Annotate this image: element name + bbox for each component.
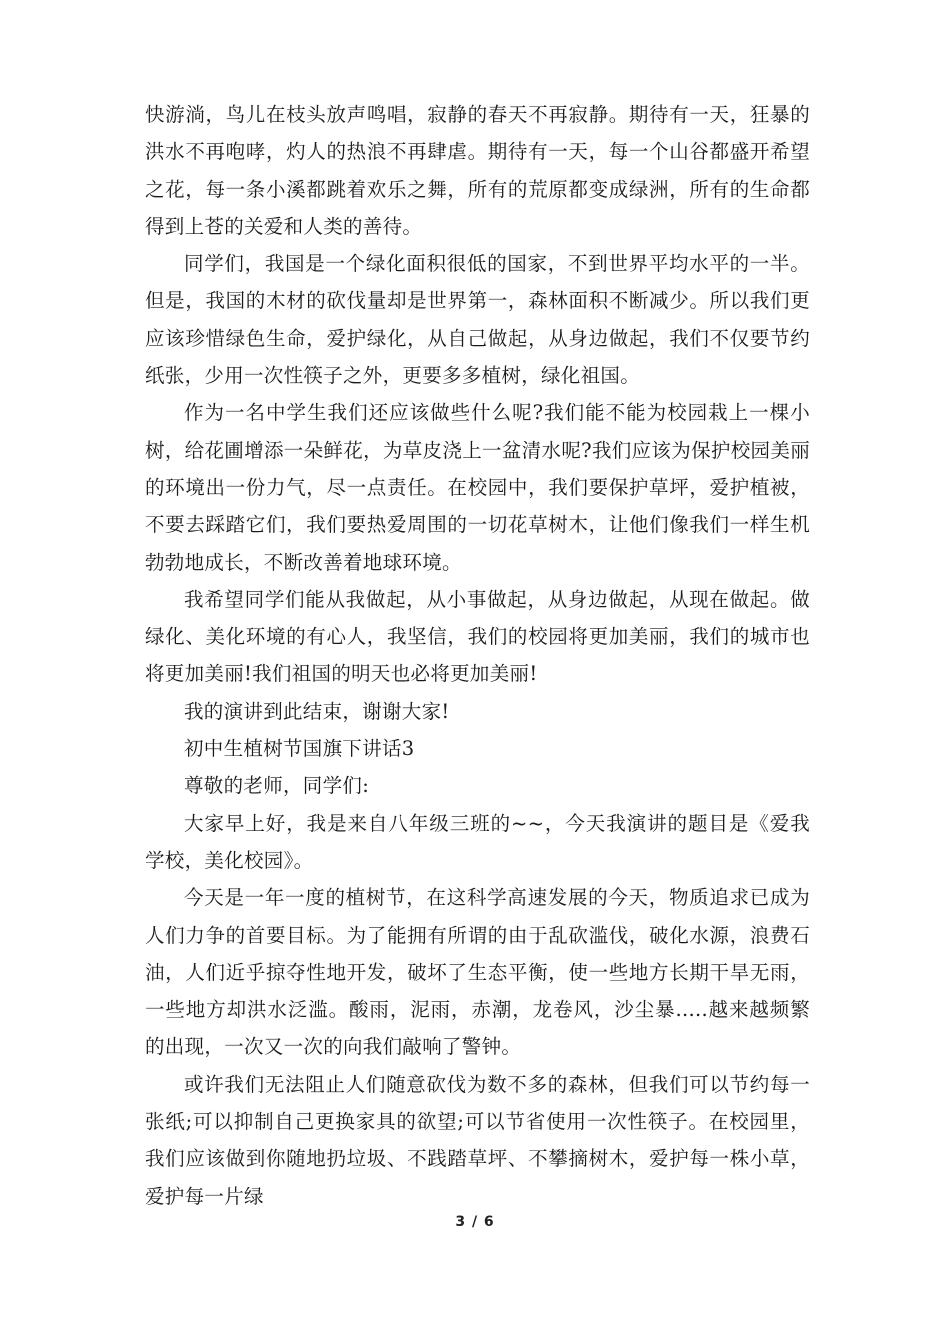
paragraph-conservation: 或许我们无法阻止人们随意砍伐为数不多的森林，但我们可以节约每一张纸;可以抑制自己更换家具的欲望;可以节省使用一次性筷子。在校园里，我们应该做到你随地扔垃圾、不践踏草坪、不攀摘树木，爱护每一株小草，爱护每一片绿	[145, 1072, 810, 1208]
page-body	[145, 96, 810, 1215]
paragraph-closing: 我的演讲到此结束，谢谢大家!	[184, 699, 450, 723]
section-heading: 初中生植树节国旗下讲话3	[184, 737, 415, 761]
paragraph-greening-country: 同学们，我国是一个绿化面积很低的国家，不到世界平均水平的一半。但是，我国的木材的砍伐量却是世界第一，森林面积不断减少。所以我们更应该珍惜绿色生命，爱护绿化，从自己做起，从身边做起，我们不仅要节约纸张，少用一次性筷子之外，更要多多植树，绿化祖国。	[145, 252, 810, 388]
paragraph-introduction: 大家早上好，我是来自八年级三班的~~，今天我演讲的题目是《爱我学校，美化校园》。	[145, 811, 810, 872]
page-number: 3 / 6	[455, 1214, 495, 1230]
paragraph-continuation: 快游淌，鸟儿在枝头放声鸣唱，寂静的春天不再寂静。期待有一天，狂暴的洪水不再咆哮，灼人的热浪不再肆虐。期待有一天，每一个山谷都盛开希望之花，每一条小溪都跳着欢乐之舞，所有的荒原都变成绿洲，所有的生命都得到上苍的关爱和人类的善待。	[145, 103, 810, 238]
paragraph-arbor-day: 今天是一年一度的植树节，在这科学高速发展的今天，物质追求已成为人们力争的首要目标。为了能拥有所谓的由于乱砍滥伐，破化水源，浪费石油，人们近乎掠夺性地开发，破坏了生态平衡，使一些地方长期干旱无雨，一些地方却洪水泛滥。酸雨，泥雨，赤潮，龙卷风，沙尘暴.....越来越频繁的出现，一次又一次的向我们敲响了警钟。	[145, 886, 810, 1059]
paragraph-hope: 我希望同学们能从我做起，从小事做起，从身边做起，从现在做起。做绿化、美化环境的有心人，我坚信，我们的校园将更加美丽，我们的城市也将更加美丽!我们祖国的明天也必将更加美丽!	[145, 587, 810, 686]
paragraph-salutation: 尊敬的老师，同学们:	[184, 774, 370, 798]
paragraph-student-actions: 作为一名中学生我们还应该做些什么呢?我们能不能为校园栽上一棵小树，给花圃增添一朵鲜花，为草皮浇上一盆清水呢?我们应该为保护校园美丽的环境出一份力气，尽一点责任。在校园中，我们要保护草坪，爱护植被，不要去踩踏它们，我们要热爱周围的一切花草树木，让他们像我们一样生机勃勃地成长，不断改善着地球环境。	[145, 401, 810, 574]
